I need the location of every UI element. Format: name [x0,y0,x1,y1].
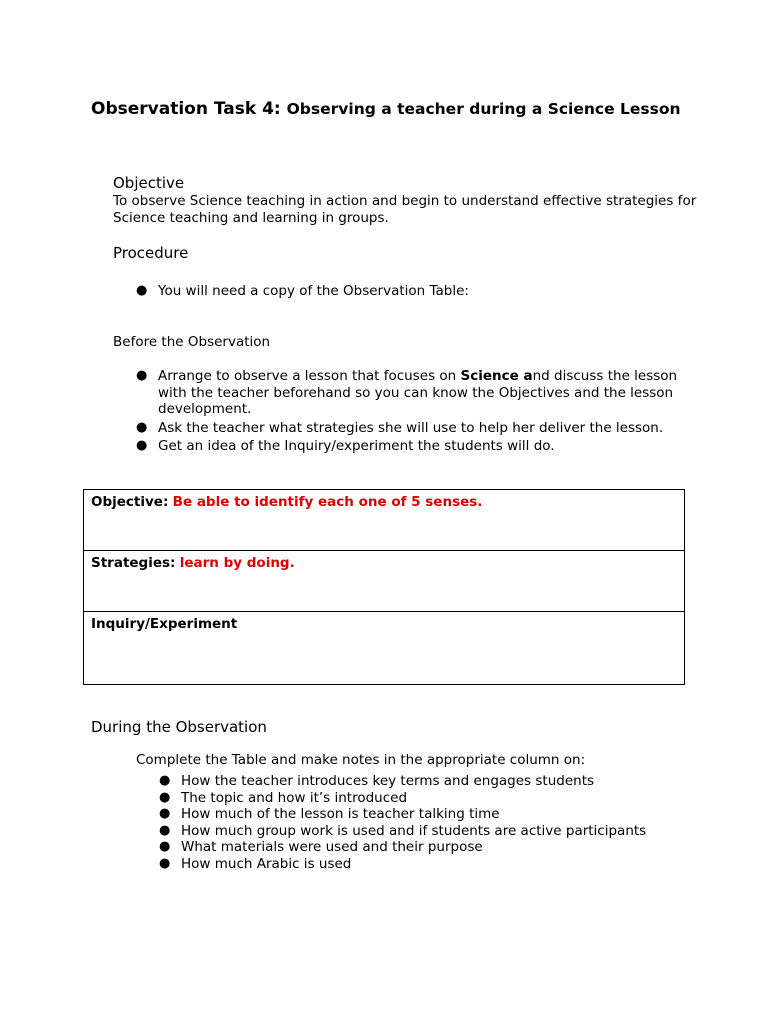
bullet-icon: ● [159,806,171,821]
list-item-bold: Science a [460,368,533,384]
page-title [91,96,691,122]
table-cell [84,551,685,612]
list-item [159,855,741,873]
bullet-icon: ● [159,839,171,854]
list-item [136,438,698,455]
list-item-text: Get an idea of the Inquiry/experiment the students will do. [158,438,555,454]
list-item [136,419,698,437]
list-item [159,789,741,807]
title-main: Observing a teacher during a Science Lesson [286,100,681,118]
bullet-icon: ● [136,368,148,383]
list-item [136,283,718,300]
list-item [159,773,741,790]
during-observation-heading: During the Observation [91,718,267,736]
procedure-list [136,283,718,300]
list-item-text: How much group work is used and if students are active participants [181,822,647,839]
objective-label: Objective: [91,494,169,510]
procedure-heading: Procedure [113,244,189,262]
list-item [159,806,741,823]
list-item [159,822,741,840]
table-row [84,490,685,551]
bullet-icon: ● [159,789,171,805]
list-item-text: What materials were used and their purpose [181,839,483,855]
before-observation-list [136,368,698,457]
table-cell [84,612,685,685]
bullet-icon: ● [159,855,171,871]
strategies-value: learn by doing. [179,555,295,571]
objective-value: Be able to identify each one of 5 senses. [172,494,483,510]
list-item-text: You will need a copy of the Observation Table: [158,283,469,299]
list-item-text: nd discuss the lesson with the teacher beforehand so you can know the Objectives and the lesson development. [158,368,678,417]
list-item-text: How much Arabic is used [181,855,352,872]
bullet-icon: ● [159,822,171,838]
bullet-icon: ● [159,773,171,788]
inquiry-label: Inquiry/Experiment [91,616,238,632]
objective-text: To observe Science teaching in action and begin to understand effective strategies for Science teaching and learning in groups. [113,193,697,226]
list-item-text: How the teacher introduces key terms and engages students [181,773,595,789]
before-observation-heading: Before the Observation [113,334,271,350]
list-item [136,368,698,418]
list-item [159,839,741,856]
observation-table [83,489,685,685]
bullet-icon: ● [136,419,148,435]
during-observation-list [159,773,741,872]
objective-heading: Objective [113,174,185,192]
bullet-icon: ● [136,283,148,298]
table-row [84,551,685,612]
title-prefix: Observation Task 4: [91,99,287,119]
list-item-text: How much of the lesson is teacher talking time [181,806,500,822]
during-observation-intro: Complete the Table and make notes in the appropriate column on: [136,752,586,768]
strategies-label: Strategies: [91,555,176,571]
list-item-text: Ask the teacher what strategies she will use to help her deliver the lesson. [158,419,664,436]
bullet-icon: ● [136,438,148,453]
table-cell [84,490,685,551]
list-item-text: Arrange to observe a lesson that focuses on [158,368,461,384]
table-row [84,612,685,685]
list-item-text: The topic and how it’s introduced [181,789,408,806]
